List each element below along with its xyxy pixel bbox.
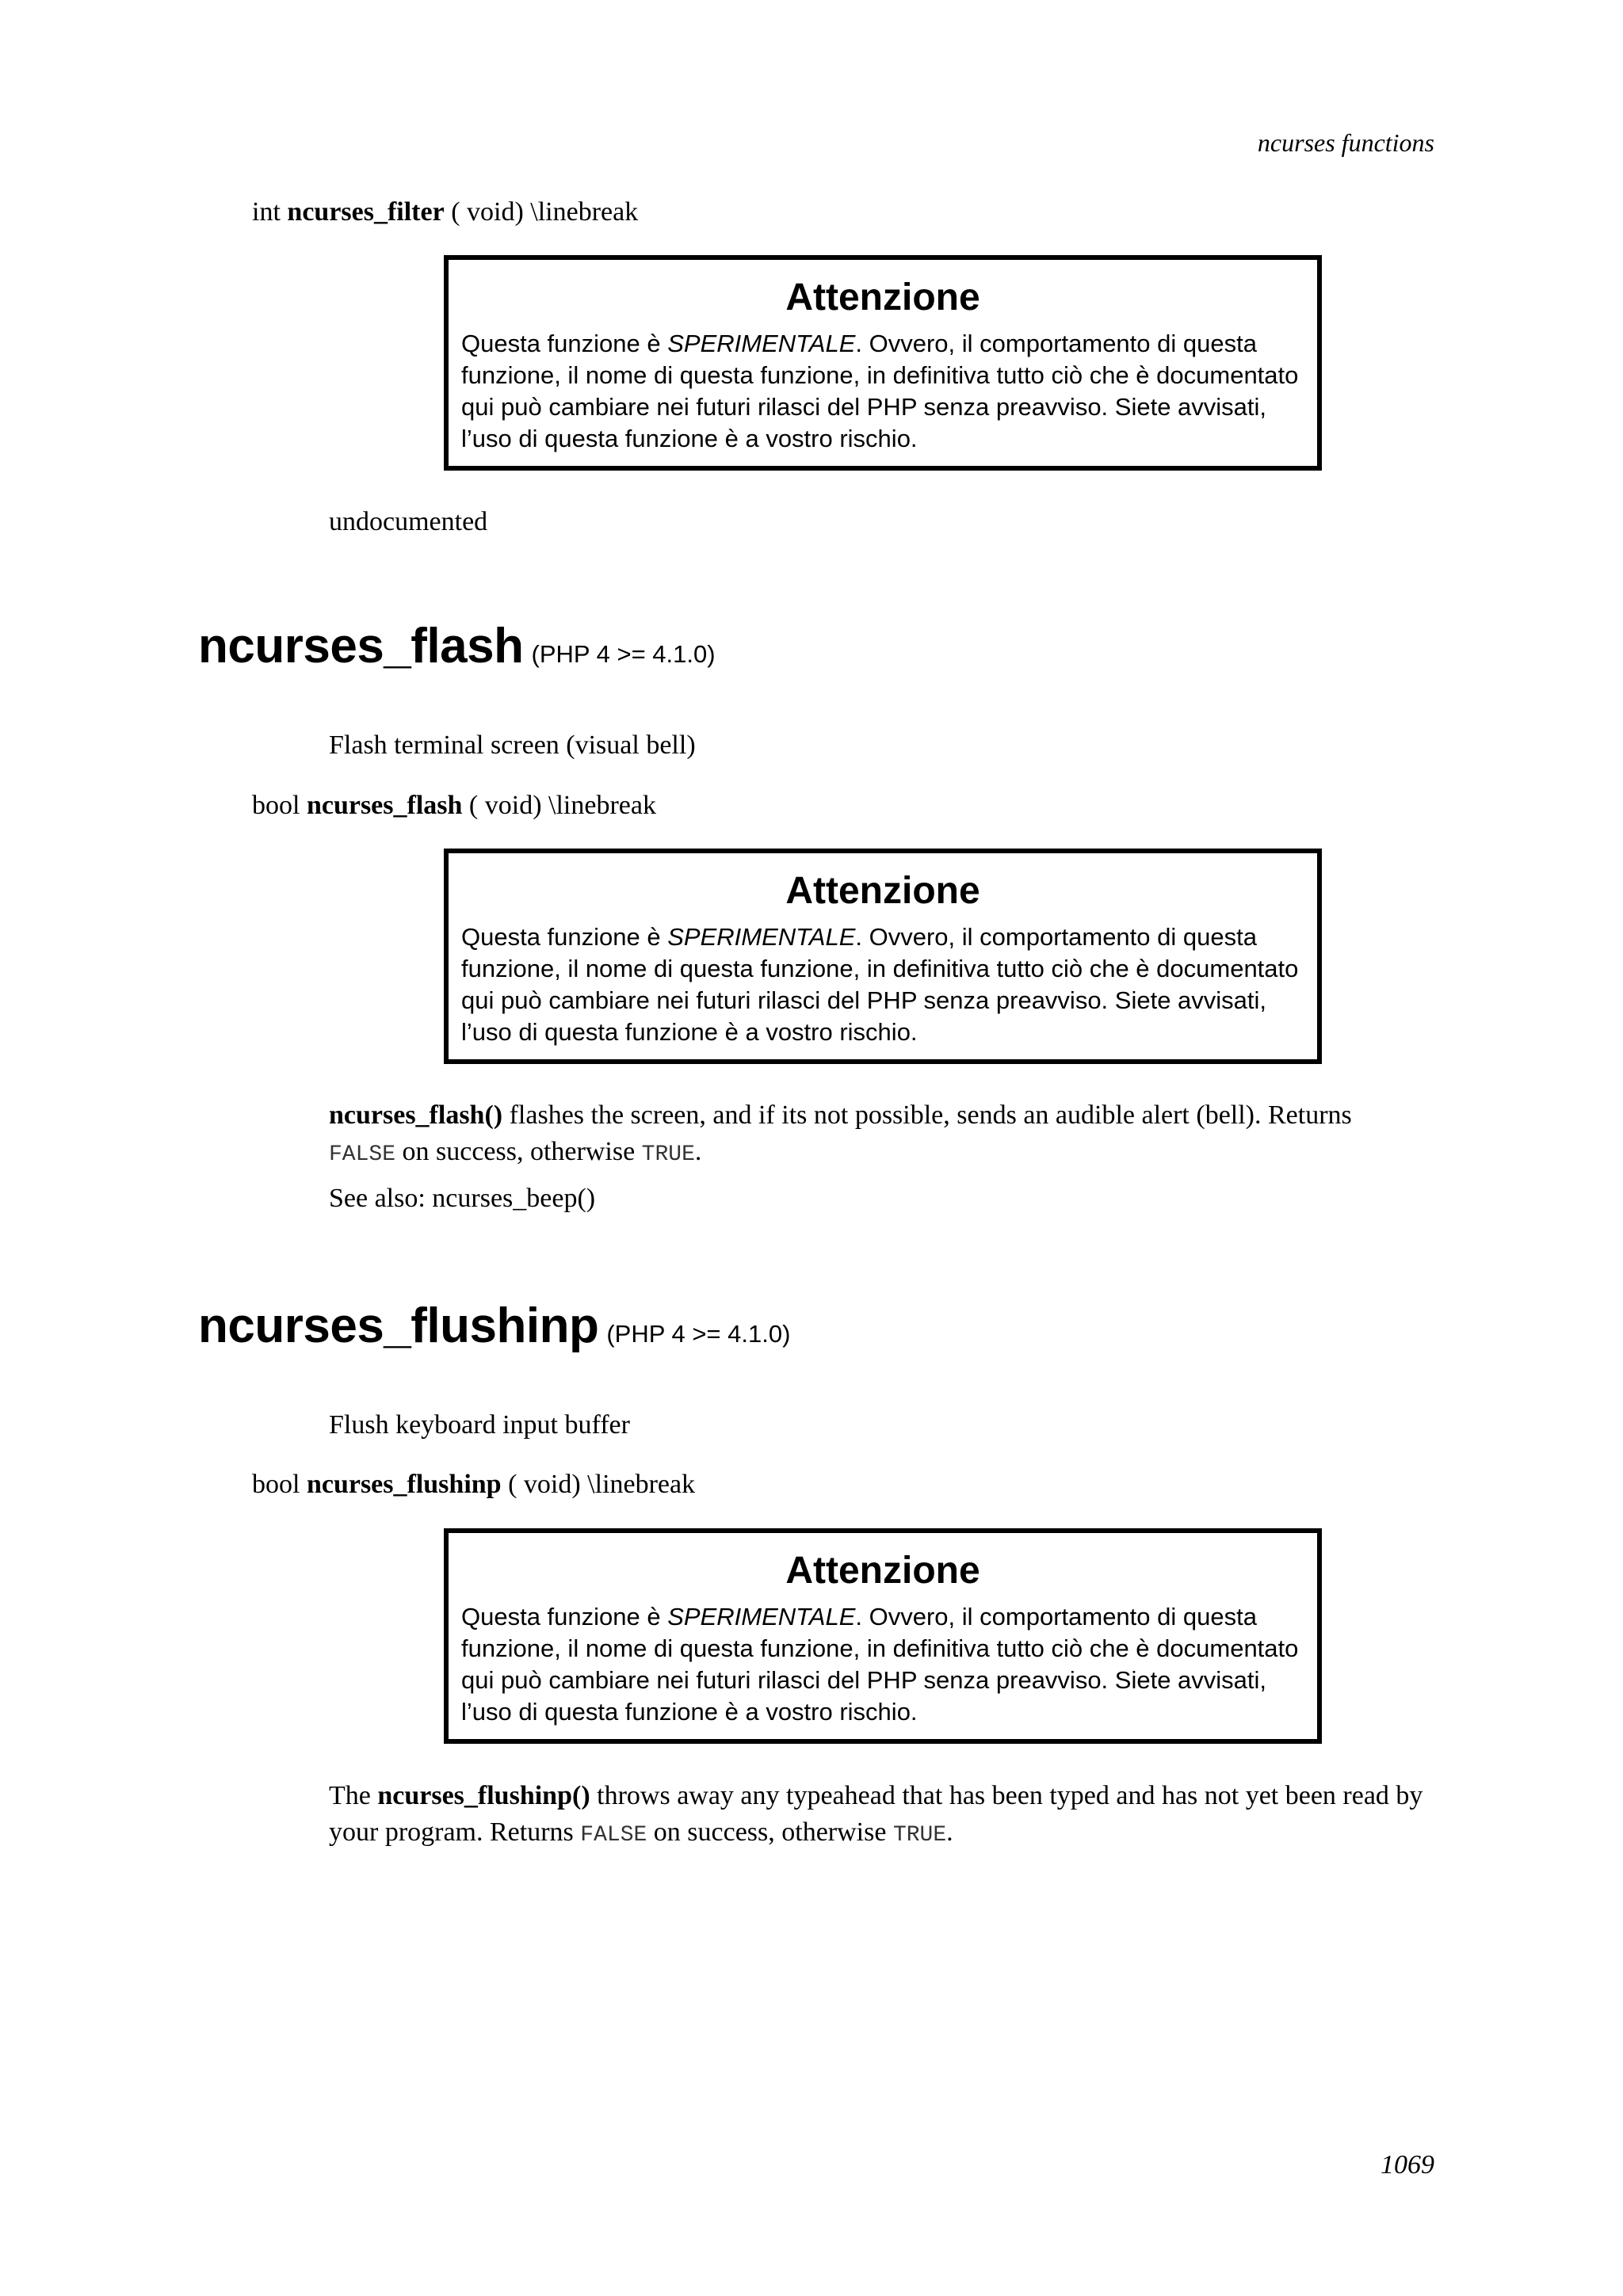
flushinp-description xyxy=(329,1778,1438,1854)
function-reference: ncurses_flash() xyxy=(329,1100,503,1130)
description-text: on success, otherwise xyxy=(647,1817,893,1847)
description-text: . xyxy=(946,1817,953,1847)
filter-description: undocumented xyxy=(329,507,488,536)
signature-args: ( void) \linebreak xyxy=(462,791,656,820)
warning-line xyxy=(461,328,1317,360)
description-text: on success, otherwise xyxy=(395,1137,642,1166)
description-text: . xyxy=(694,1137,702,1166)
constant-false: FALSE xyxy=(329,1142,396,1167)
warning-emphasis: SPERIMENTALE xyxy=(667,923,856,951)
signature-function-name: ncurses_flash xyxy=(306,791,463,820)
function-summary: Flash terminal screen (visual bell) xyxy=(329,730,696,760)
warning-title: Attenzione xyxy=(785,277,980,318)
warning-line: l’uso di questa funzione è a vostro rischio. xyxy=(461,1698,918,1726)
signature-function-name: ncurses_filter xyxy=(287,197,445,227)
description-text: your program. Returns xyxy=(329,1817,581,1847)
function-title: ncurses_flash xyxy=(198,619,524,673)
filter-signature xyxy=(252,194,638,231)
warning-body xyxy=(461,328,1317,455)
warning-line: l’uso di questa funzione è a vostro rischio. xyxy=(461,425,918,452)
description-text: The xyxy=(329,1781,378,1810)
page-number: 1069 xyxy=(1381,2150,1434,2180)
description-text: flashes the screen, and if its not possible, sends an audible alert (bell). Returns xyxy=(502,1100,1352,1130)
warning-text: Questa funzione è xyxy=(461,1603,668,1630)
warning-text: . Ovvero, il comportamento di questa xyxy=(855,330,1257,357)
signature-function-name: ncurses_flushinp xyxy=(306,1470,502,1499)
warning-line: qui può cambiare nei futuri rilasci del PHP senza preavviso. Siete avvisati, xyxy=(461,393,1267,421)
flash-signature xyxy=(252,788,656,824)
warning-line xyxy=(461,921,1317,953)
warning-text: . Ovvero, il comportamento di questa xyxy=(855,923,1257,951)
function-title: ncurses_flushinp xyxy=(198,1299,599,1353)
warning-text: Questa funzione è xyxy=(461,330,668,357)
warning-text: . Ovvero, il comportamento di questa xyxy=(855,1603,1257,1630)
description-line xyxy=(329,1134,1438,1173)
warning-box xyxy=(444,849,1322,1064)
function-reference: ncurses_flushinp() xyxy=(377,1781,590,1810)
warning-body xyxy=(461,921,1317,1048)
description-line xyxy=(329,1778,1438,1814)
warning-box xyxy=(444,1528,1322,1744)
warning-emphasis: SPERIMENTALE xyxy=(667,1603,856,1630)
warning-text: Questa funzione è xyxy=(461,923,668,951)
function-summary: Flush keyboard input buffer xyxy=(329,1410,630,1440)
signature-args: ( void) \linebreak xyxy=(444,197,639,227)
description-text: throws away any typeahead that has been typed and has not yet been read by xyxy=(590,1781,1423,1810)
warning-line: l’uso di questa funzione è a vostro rischio. xyxy=(461,1018,918,1046)
running-header: ncurses functions xyxy=(1257,128,1434,157)
warning-line: funzione, il nome di questa funzione, in definitiva tutto ciò che è documentato xyxy=(461,955,1299,982)
warning-line: qui può cambiare nei futuri rilasci del PHP senza preavviso. Siete avvisati, xyxy=(461,1666,1267,1694)
version-info: (PHP 4 >= 4.1.0) xyxy=(606,1320,791,1348)
warning-line: funzione, il nome di questa funzione, in definitiva tutto ciò che è documentato xyxy=(461,1634,1299,1662)
section-title xyxy=(198,1298,790,1354)
warning-line: funzione, il nome di questa funzione, in definitiva tutto ciò che è documentato xyxy=(461,361,1299,389)
warning-emphasis: SPERIMENTALE xyxy=(667,330,856,357)
warning-title: Attenzione xyxy=(785,870,980,912)
see-also: See also: ncurses_beep() xyxy=(329,1184,596,1213)
warning-line xyxy=(461,1601,1317,1633)
version-info: (PHP 4 >= 4.1.0) xyxy=(531,640,716,668)
flushinp-signature xyxy=(252,1466,695,1503)
signature-return-type: bool xyxy=(252,1470,300,1499)
constant-false: FALSE xyxy=(580,1823,647,1848)
warning-body xyxy=(461,1601,1317,1728)
signature-args: ( void) \linebreak xyxy=(501,1470,696,1499)
constant-true: TRUE xyxy=(641,1142,695,1167)
description-line xyxy=(329,1097,1438,1134)
signature-return-type: int xyxy=(252,197,281,227)
warning-box xyxy=(444,255,1322,471)
warning-line: qui può cambiare nei futuri rilasci del PHP senza preavviso. Siete avvisati, xyxy=(461,986,1267,1014)
constant-true: TRUE xyxy=(892,1823,947,1848)
description-line xyxy=(329,1814,1438,1854)
section-title xyxy=(198,618,716,674)
signature-return-type: bool xyxy=(252,791,300,820)
warning-title: Attenzione xyxy=(785,1550,980,1592)
flash-description xyxy=(329,1097,1438,1173)
